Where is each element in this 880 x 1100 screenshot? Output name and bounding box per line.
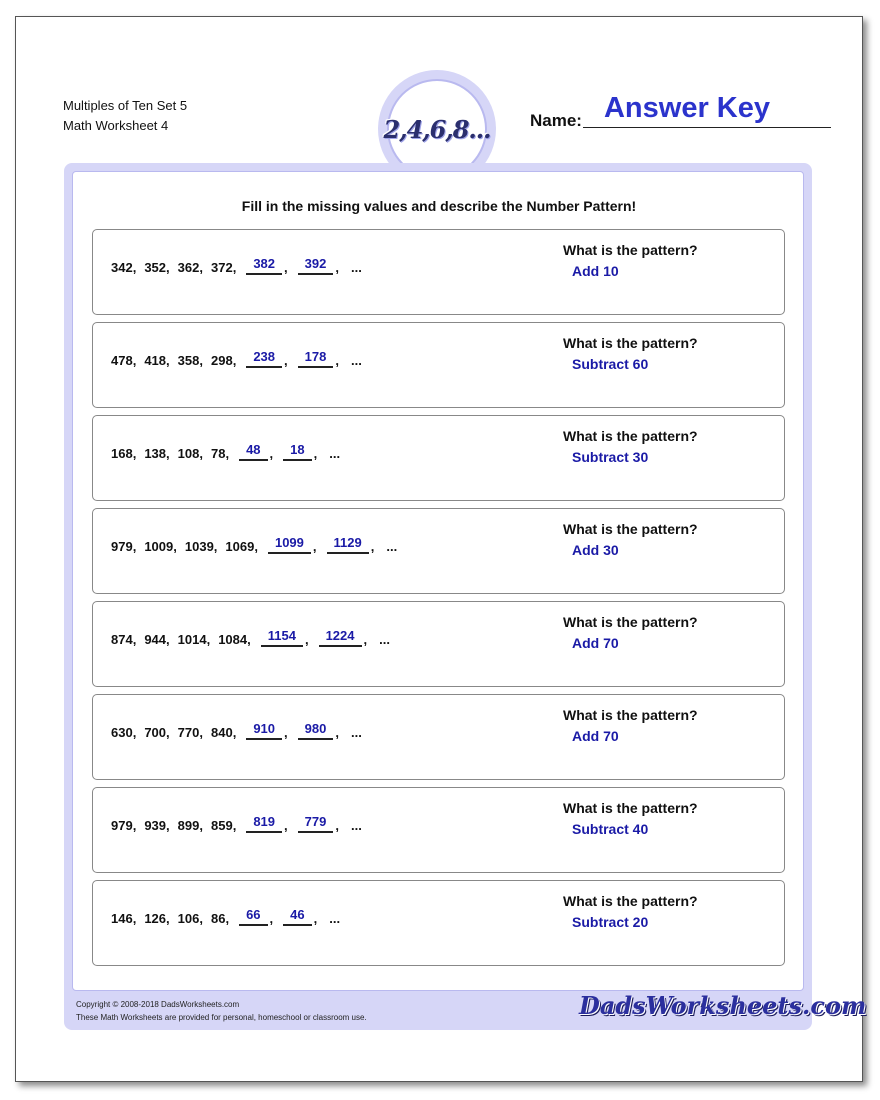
problem-box [92,880,785,966]
sequence-number: 372 [210,260,233,275]
footer-logo: DadsWorksheets.com [579,991,867,1020]
name-line [583,127,831,128]
sequence-number: 168 [111,446,133,461]
pattern-question: What is the pattern? [563,800,698,816]
number-sequence [111,907,340,926]
sequence-comma: , [166,353,170,368]
sequence-number: 1069 [225,539,255,554]
sequence-number: 358 [177,353,200,368]
number-sequence [111,628,390,647]
sequence-comma: , [284,725,288,740]
sequence-number: 86 [210,911,226,926]
sequence-comma: , [312,539,317,554]
sequence-comma: , [225,446,230,461]
sequence-comma: , [166,911,170,926]
problem-box [92,229,785,315]
logo-text: 2,4,6,8... [383,114,491,144]
sequence-number: 352 [144,260,167,275]
sequence-number: 1039 [184,539,214,554]
sequence-ellipsis: ... [329,446,341,461]
pattern-answer[interactable]: Add 70 [572,728,619,744]
answer-blank[interactable]: 238 [246,349,282,368]
sequence-number: 478 [111,353,133,368]
sequence-comma: , [132,818,137,833]
sequence-comma: , [313,911,318,926]
worksheet-title: Multiples of Ten Set 5 [63,98,188,113]
pattern-question: What is the pattern? [563,428,698,444]
name-label: Name: [530,111,582,130]
answer-blank[interactable]: 779 [298,814,334,833]
answer-blank[interactable]: 1154 [261,628,303,647]
problem-box [92,787,785,873]
sequence-comma: , [370,539,375,554]
sequence-number: 700 [144,725,167,740]
number-sequence [111,721,362,740]
sequence-number: 78 [210,446,226,461]
pattern-answer[interactable]: Subtract 30 [572,449,649,465]
sequence-comma: , [199,725,203,740]
number-sequence [111,349,362,368]
sequence-comma: , [335,725,339,740]
sequence-number: 840 [210,725,233,740]
sequence-number: 770 [177,725,200,740]
pattern-answer[interactable]: Add 10 [572,263,619,279]
sequence-comma: , [132,353,137,368]
sequence-comma: , [206,632,211,647]
sequence-comma: , [213,539,218,554]
pattern-question: What is the pattern? [563,614,698,630]
sequence-comma: , [254,539,258,554]
pattern-question: What is the pattern? [563,335,698,351]
sequence-comma: , [166,725,170,740]
answer-blank[interactable]: 392 [298,256,334,275]
answer-blank[interactable]: 819 [246,814,282,833]
number-sequence [111,535,397,554]
problems-panel [64,163,867,1030]
sequence-comma: , [247,632,251,647]
sequence-comma: , [284,260,288,275]
sequence-comma: , [166,446,170,461]
pattern-question: What is the pattern? [563,521,698,537]
problem-box [92,322,785,408]
sequence-comma: , [232,725,237,740]
sequence-comma: , [225,911,230,926]
answer-blank[interactable]: 1224 [319,628,362,647]
sequence-comma: , [232,260,237,275]
sequence-comma: , [132,260,137,275]
sequence-comma: , [166,632,170,647]
sequence-ellipsis: ... [379,632,390,647]
sequence-comma: , [335,353,339,368]
footer-text [76,998,367,1024]
answer-blank[interactable]: 66 [239,907,267,926]
sequence-comma: , [132,725,137,740]
sequence-number: 1009 [144,539,174,554]
answer-blank[interactable]: 1099 [268,535,311,554]
pattern-answer[interactable]: Subtract 60 [572,356,649,372]
usage-note: These Math Worksheets are provided for personal, homeschool or classroom use. [76,1013,367,1022]
answer-blank[interactable]: 46 [283,907,311,926]
worksheet-subtitle: Math Worksheet 4 [63,118,169,133]
answer-blank[interactable]: 980 [298,721,334,740]
answer-blank[interactable]: 910 [246,721,282,740]
sequence-comma: , [284,818,288,833]
sequence-comma: , [269,446,274,461]
answer-blank[interactable]: 382 [246,256,282,275]
answer-blank[interactable]: 48 [239,442,267,461]
sequence-number: 1084 [218,632,248,647]
answer-blank[interactable]: 18 [283,442,311,461]
sequence-number: 630 [111,725,133,740]
answer-blank[interactable]: 1129 [327,535,369,554]
sequence-number: 418 [144,353,167,368]
sequence-ellipsis: ... [350,260,362,275]
sequence-comma: , [199,353,203,368]
copyright-text: Copyright © 2008-2018 DadsWorksheets.com [76,1000,240,1009]
sequence-number: 146 [111,911,133,926]
problem-box [92,508,785,594]
problem-box [92,601,785,687]
answer-blank[interactable]: 178 [298,349,334,368]
sequence-ellipsis: ... [350,353,362,368]
sequence-ellipsis: ... [329,911,341,926]
sequence-comma: , [132,911,137,926]
sequence-number: 126 [144,911,167,926]
sequence-comma: , [132,446,137,461]
sequence-number: 106 [177,911,200,926]
sequence-number: 859 [210,818,233,833]
pattern-answer[interactable]: Subtract 40 [572,821,649,837]
sequence-number: 874 [111,632,133,647]
sequence-comma: , [269,911,274,926]
sequence-number: 979 [111,818,133,833]
sequence-comma: , [284,353,288,368]
number-sequence [111,442,340,461]
sequence-comma: , [199,911,203,926]
sequence-comma: , [335,818,339,833]
problem-box [92,415,785,501]
sequence-comma: , [363,632,368,647]
problems-inner-panel [72,171,804,991]
sequence-comma: , [199,446,203,461]
pattern-answer[interactable]: Subtract 20 [572,914,649,930]
number-sequence [111,814,362,833]
sequence-comma: , [232,353,237,368]
sequence-comma: , [132,539,137,554]
sequence-ellipsis: ... [350,725,362,740]
sequence-comma: , [304,632,309,647]
sequence-comma: , [335,260,339,275]
sequence-number: 362 [177,260,200,275]
sequence-number: 342 [111,260,133,275]
sequence-number: 1014 [177,632,207,647]
sequence-ellipsis: ... [350,818,362,833]
answer-key-title: Answer Key [603,92,770,124]
pattern-question: What is the pattern? [563,242,698,258]
sequence-number: 939 [144,818,167,833]
sequence-comma: , [232,818,237,833]
sequence-number: 979 [111,539,133,554]
worksheet-header [63,96,187,136]
sequence-ellipsis: ... [386,539,398,554]
sequence-number: 899 [177,818,200,833]
number-sequence [111,256,362,275]
pattern-question: What is the pattern? [563,893,698,909]
pattern-question: What is the pattern? [563,707,698,723]
sequence-comma: , [173,539,177,554]
sequence-number: 138 [144,446,167,461]
sequence-comma: , [199,260,203,275]
pattern-answer[interactable]: Add 70 [572,635,619,651]
instructions: Fill in the missing values and describe the Number Pattern! [241,198,637,214]
sequence-number: 108 [177,446,200,461]
sequence-comma: , [166,260,170,275]
sequence-number: 298 [210,353,233,368]
sequence-comma: , [132,632,137,647]
sequence-comma: , [313,446,318,461]
sequence-number: 944 [144,632,167,647]
sequence-comma: , [166,818,170,833]
sequence-comma: , [199,818,203,833]
problem-box [92,694,785,780]
pattern-answer[interactable]: Add 30 [572,542,619,558]
